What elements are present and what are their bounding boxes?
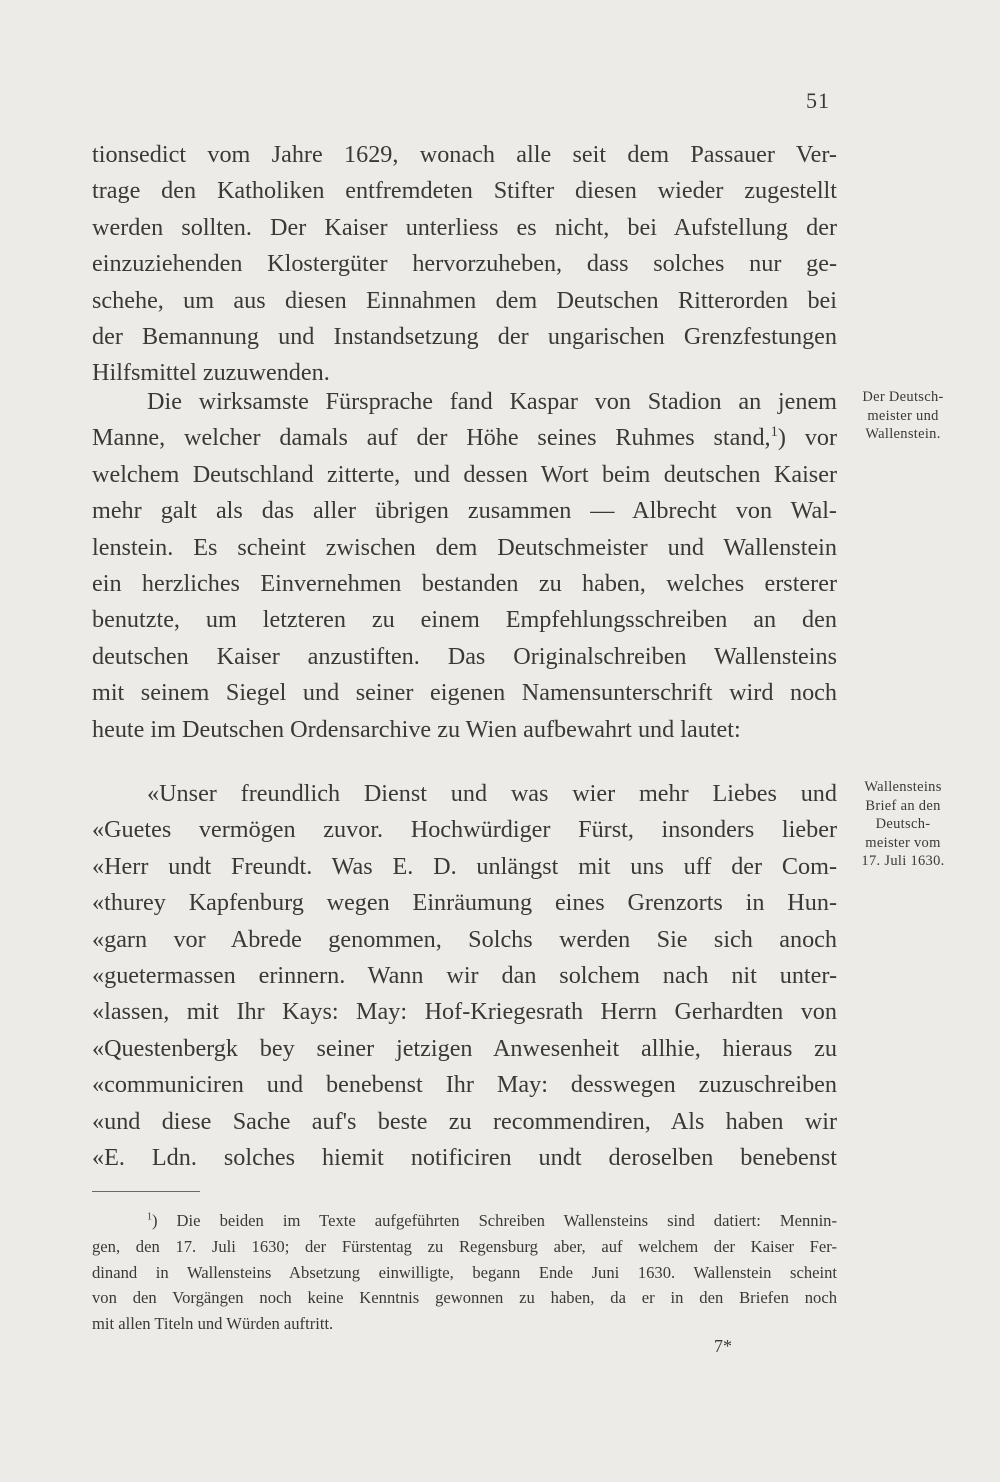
- footnote-ref: 1: [770, 424, 778, 441]
- text-line: mit seinem Siegel und seiner eigenen Namensunterschrift wird noch: [92, 679, 837, 707]
- text-line-start: Manne, welcher damals auf der Höhe seines Ruhmes stand,: [92, 424, 771, 452]
- margin-note-line: Der Deutsch-: [862, 389, 944, 405]
- text-line-tail: ) vor: [777, 424, 838, 452]
- footnote-marker: 1: [147, 1211, 152, 1223]
- footnote-line: gen, den 17. Juli 1630; der Fürstentag zu Regensburg aber, auf welchem der Kaiser Fer-: [92, 1236, 837, 1256]
- text-line: ein herzliches Einvernehmen bestanden zu haben, welches ersterer: [92, 570, 837, 598]
- text-line: «guetermassen erinnern. Wann wir dan solchem nach nit unter-: [92, 962, 837, 990]
- margin-note-line: meister vom: [865, 834, 941, 851]
- text-line: einzuziehenden Klostergüter hervorzuheben, dass solches nur ge-: [92, 250, 837, 278]
- footnote-line-text: ) Die beiden im Texte aufgeführten Schreiben Wallensteins sind datiert: Mennin-: [151, 1211, 837, 1230]
- margin-note-line: meister und: [867, 407, 939, 424]
- paragraph-1: [92, 137, 837, 392]
- text-line: «Guetes vermögen zuvor. Hochwürdiger Fürst, insonders lieber: [92, 816, 837, 844]
- footnote-divider: [92, 1191, 200, 1192]
- footnote-line: von den Vorgängen noch keine Kenntnis gewonnen zu haben, da er in den Briefen noch: [92, 1288, 837, 1308]
- text-line: «Herr undt Freundt. Was E. D. unlängst mit uns uff der Com-: [92, 852, 837, 880]
- footnote-line: mit allen Titeln und Würden auftritt.: [92, 1314, 334, 1334]
- footnote-line: [92, 1208, 837, 1234]
- footnote-line: dinand in Wallensteins Absetzung einwilligte, begann Ende Juni 1630. Wallenstein scheint: [92, 1262, 837, 1282]
- margin-note-line: Deutsch-: [875, 816, 931, 832]
- signature-mark: 7*: [714, 1336, 732, 1356]
- text-line: «thurey Kapfenburg wegen Einräumung eines Grenzorts in Hun-: [92, 889, 837, 917]
- text-line: Hilfsmittel zuzuwenden.: [92, 359, 330, 387]
- text-line: trage den Katholiken entfremdeten Stifter diesen wieder zugestellt: [92, 177, 837, 205]
- text-line: lenstein. Es scheint zwischen dem Deutschmeister und Wallenstein: [92, 533, 837, 561]
- text-line: «communiciren und benebenst Ihr May: desswegen zuzuschreiben: [92, 1071, 837, 1099]
- text-line: werden sollten. Der Kaiser unterliess es nicht, bei Aufstellung der: [92, 213, 837, 241]
- text-line: deutschen Kaiser anzustiften. Das Originalschreiben Wallensteins: [92, 642, 837, 670]
- text-line: «garn vor Abrede genommen, Solchs werden Sie sich anoch: [92, 925, 837, 953]
- margin-note-line: Brief an den: [865, 797, 941, 814]
- letter-quotation: [92, 776, 837, 1176]
- text-line: benutzte, um letzteren zu einem Empfehlungsschreiben an den: [92, 606, 837, 634]
- margin-note-line: Wallensteins: [864, 779, 942, 795]
- text-line: mehr galt als das aller übrigen zusammen — Albrecht von Wal-: [92, 497, 837, 525]
- text-line: «E. Ldn. solches hiemit notificiren undt deroselben benebenst: [92, 1144, 837, 1172]
- text-line: der Bemannung und Instandsetzung der ungarischen Grenzfestungen: [92, 323, 837, 351]
- footnote: [92, 1208, 837, 1337]
- text-line: welchem Deutschland zitterte, und dessen Wort beim deutschen Kaiser: [92, 460, 837, 488]
- text-line: «und diese Sache auf's beste zu recommendiren, Als haben wir: [92, 1107, 837, 1135]
- text-line: tionsedict vom Jahre 1629, wonach alle seit dem Passauer Ver-: [92, 141, 837, 168]
- margin-note-line: Wallenstein.: [865, 426, 941, 442]
- text-line: Die wirksamste Fürsprache fand Kaspar von Stadion an jenem: [147, 388, 837, 415]
- margin-note-line: 17. Juli 1630.: [861, 853, 945, 869]
- text-line: «lassen, mit Ihr Kays: May: Hof-Kriegesrath Herrn Gerhardten von: [92, 998, 837, 1026]
- text-line: «Unser freundlich Dienst und was wier mehr Liebes und: [147, 780, 837, 807]
- text-line: heute im Deutschen Ordensarchive zu Wien aufbewahrt und lautet:: [92, 715, 741, 743]
- paragraph-2: [92, 384, 837, 748]
- text-line: [92, 420, 837, 456]
- text-line: schehe, um aus diesen Einnahmen dem Deutschen Ritterorden bei: [92, 286, 837, 314]
- margin-note-letter: [848, 778, 958, 871]
- text-line: «Questenbergk bey seiner jetzigen Anwesenheit allhie, hieraus zu: [92, 1034, 837, 1062]
- margin-note-deutschmeister: [848, 388, 958, 444]
- page-number: 51: [806, 88, 830, 113]
